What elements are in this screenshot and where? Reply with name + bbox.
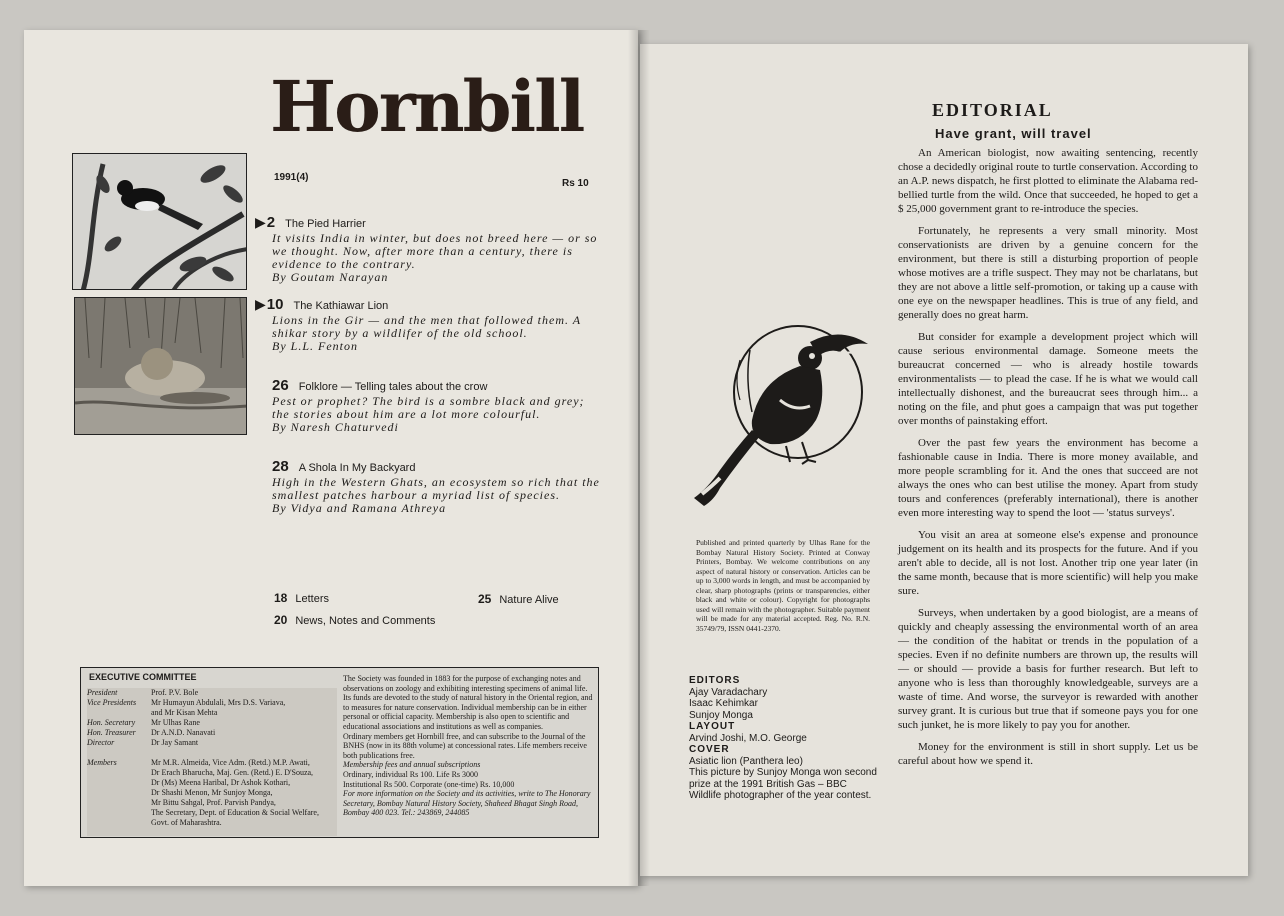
toc-page-number: 10	[266, 296, 284, 313]
committee-row: Dr Shashi Menon, Mr Sunjoy Monga,	[151, 788, 273, 797]
toc-page-number: 20	[274, 613, 288, 627]
triangle-arrow-icon: ▶	[255, 296, 266, 312]
masthead-title: Hornbill	[270, 65, 584, 148]
toc-page-number: 28	[272, 458, 289, 475]
masthead-credits	[689, 675, 879, 802]
fees-row: Ordinary, individual Rs 100. Life Rs 3000	[343, 769, 479, 779]
toc-page-number: 2	[266, 214, 276, 231]
toc-entry-3[interactable]	[255, 377, 605, 434]
page-gutter	[628, 30, 650, 886]
issue-number: 1991(4)	[274, 172, 309, 183]
editorial-body	[898, 146, 1198, 776]
committee-members-list	[87, 688, 337, 836]
committee-row: President Prof. P.V. Bole	[87, 688, 199, 697]
toc-byline: By Goutam Narayan	[272, 270, 389, 284]
layout-credit: Arvind Joshi, M.O. George	[689, 732, 807, 744]
toc-page-number: 18	[274, 591, 288, 605]
toc-entry-2[interactable]	[255, 296, 605, 353]
committee-row: Hon. Secretary Mr Ulhas Rane	[87, 718, 200, 727]
kathiawar-lion-photo	[74, 297, 247, 435]
committee-row: The Secretary, Dept. of Education & Social Welfare,	[151, 808, 319, 817]
toc-entry-4[interactable]	[255, 458, 605, 515]
toc-blurb: High in the Western Ghats, an ecosystem so rich that the smallest patches harbour a myriad list of species.	[272, 475, 600, 502]
toc-byline: By Vidya and Ramana Athreya	[272, 501, 447, 515]
fees-heading: Membership fees and annual subscriptions	[343, 760, 481, 770]
toc-blurb: Lions in the Gir — and the men that followed them. A shikar story by a wildlifer of the old school.	[272, 313, 581, 340]
committee-row: Hon. Treasurer Dr A.N.D. Nanavati	[87, 728, 216, 737]
fees-row: Institutional Rs 500. Corporate (one-time) Rs. 10,000	[343, 779, 515, 789]
toc-page-number: 26	[272, 377, 289, 394]
editorial-paragraph: You visit an area at someone else's expense and pronounce judgement on its health and its prospects for the future. And if you aren't able to decide, all is not lost. Another trip one year later (in the same month, because that is more scientific) will help you make sure.	[898, 529, 1198, 597]
committee-row: and Mr Kisan Mehta	[151, 708, 218, 717]
editorial-paragraph: Money for the environment is still in short supply. Let us be careful about how we spend it.	[898, 741, 1198, 767]
editorial-label: EDITORIAL	[932, 100, 1053, 120]
toc-page-number: 25	[478, 592, 492, 606]
committee-row: Dr (Ms) Meena Haribal, Dr Ashok Kothari,	[151, 778, 291, 787]
cover-label: COVER	[689, 744, 730, 755]
toc-article-title: Letters	[295, 593, 329, 605]
toc-blurb: It visits India in winter, but does not breed here — or so we thought. Now, after more than a century, there is evidence to the contrary.	[272, 231, 598, 271]
editorial-paragraph: An American biologist, now awaiting sentencing, recently chose a decidedly original route to turtle conservation. According to an A.P. news dispatch, he first plotted to eliminate the Alabama red-bellied turtle from the wild. Once that succeeded, he hoped to get a $ 25,000 government grant to re-introduce the species.	[898, 147, 1198, 215]
triangle-arrow-icon: ▶	[255, 214, 266, 230]
committee-row: Director Dr Jay Samant	[87, 738, 199, 747]
toc-article-title: A Shola In My Backyard	[298, 462, 416, 474]
toc-article-title: The Pied Harrier	[285, 218, 366, 230]
committee-row: Dr Erach Bharucha, Maj. Gen. (Retd.) E. D'Souza,	[151, 768, 314, 777]
toc-blurb: Pest or prophet? The bird is a sombre black and grey; the stories about him are a lot more colourful.	[272, 394, 585, 421]
layout-label: LAYOUT	[689, 721, 736, 732]
cover-description: This picture by Sunjoy Monga won second prize at the 1991 British Gas – BBC Wildlife photographer of the year contest.	[689, 767, 877, 801]
executive-committee-title: EXECUTIVE COMMITTEE	[89, 672, 197, 682]
toc-minor-letters[interactable]	[274, 591, 329, 605]
executive-committee-box	[80, 667, 599, 838]
pied-harrier-photo	[72, 153, 247, 290]
cover-caption: Asiatic lion (Panthera leo)	[689, 755, 803, 767]
editor-name: Isaac Kehimkar	[689, 698, 758, 709]
toc-article-title: Nature Alive	[499, 594, 559, 606]
toc-entry-1[interactable]	[255, 214, 605, 284]
society-info	[343, 674, 595, 818]
committee-row: Govt. of Maharashtra.	[151, 818, 222, 827]
committee-row: Members Mr M.R. Almeida, Vice Adm. (Retd.) M.P. Awati,	[87, 758, 310, 767]
toc-article-title: News, Notes and Comments	[295, 615, 436, 627]
issue-price: Rs 10	[562, 178, 589, 189]
editor-name: Ajay Varadachary	[689, 686, 768, 698]
toc-byline: By Naresh Chaturvedi	[272, 420, 399, 434]
committee-row	[87, 748, 337, 758]
society-description: The Society was founded in 1883 for the purpose of exchanging notes and observations on zoology and exhibiting interesting specimens of animal life. Its funds are devoted to the study of natural history in the Oriental region, and to measures for nature conservation. Individual membership can be in either personal or official capacity. Membership is also open to scientific and educational associations and institutions as well as companies.	[343, 674, 593, 731]
toc-minor-nature-alive[interactable]	[478, 592, 559, 606]
ordinary-members-text: Ordinary members get Hornbill free, and can subscribe to the Journal of the BNHS (now in its 88th volume) at concessional rates. Life members receive both publications free.	[343, 731, 587, 760]
editorial-paragraph: Over the past few years the environment has become a fashionable cause in India. There is more money available, and more people scrambling for it. And the ones that succeed are not always the ones who can best utilise the money. Apart from study tours and conferences (preferably international), there is another even more interesting way to spend the loot — 'status surveys'.	[898, 437, 1198, 519]
editorial-paragraph: But consider for example a development project which will cause serious environmental damage. Someone meets the bureaucrat concerned — who is already hostile towards environmentalists — to plead the case. If he is what we would call intellectually dishonest, and the bureaucrat sees through him... a noting on the file, and phut goes a campaign that was put together over months of painstaking effort.	[898, 331, 1198, 427]
bnhs-hornbill-logo	[690, 320, 876, 510]
editorial-paragraph: Surveys, when undertaken by a good biologist, are a means of quickly and cheaply assessing the environmental worth of an area — the condition of the habitat or trends in the population of a species. Even if no definite numbers are thrown up, the results will — or should — provide a basis for further research. But left to anyone who is less than thoroughly knowledgeable, surveys are a waste of time. And worse, the surveyor is rewarded with another survey grant. It is curious but true that if someone pays you for one such junket, he is more likely to pay you for another.	[898, 607, 1198, 731]
toc-minor-news[interactable]	[274, 613, 435, 627]
editors-label: EDITORS	[689, 675, 741, 686]
committee-row: Vice Presidents Mr Humayun Abdulali, Mrs D.S. Variava,	[87, 698, 286, 707]
editorial-headline: Have grant, will travel	[935, 126, 1092, 141]
publication-colophon: Published and printed quarterly by Ulhas Rane for the Bombay Natural History Society. Printed at Conway Printers, Bombay. We welcome contributions on any aspect of natural history or conservation. Articles can be up to 3,000 words in length, and must be accompanied by clear, sharp photographs (prints or transparencies, either black and white or colour). Copyright for photographs used will remain with the photographer. Suitable payment will be made for any material accepted. Reg. No. R.N. 35749/79, ISSN 0441-2370.	[696, 538, 870, 633]
editorial-paragraph: Fortunately, he represents a very small minority. Most conservationists are driven by a genuine concern for the environment, but there is still a disturbing proportion of people whose motives are a trifle suspect. They may not be charlatans, but they are not above a little self-promotion, or taking up a cause with one eye on the newspaper headlines. This is true of any field, and generally does no great harm.	[898, 225, 1198, 321]
committee-row: Mr Bittu Sahgal, Prof. Parvish Pandya,	[151, 798, 276, 807]
toc-article-title: The Kathiawar Lion	[293, 300, 389, 312]
toc-article-title: Folklore — Telling tales about the crow	[298, 381, 488, 393]
society-contact-info: For more information on the Society and its activities, write to The Honorary Secretary, Bombay Natural History Society, Shaheed Bhagat Singh Road, Bombay 400 023. Tel.: 243869, 244085	[343, 789, 591, 818]
editor-name: Sunjoy Monga	[689, 709, 753, 721]
toc-byline: By L.L. Fenton	[272, 339, 358, 353]
